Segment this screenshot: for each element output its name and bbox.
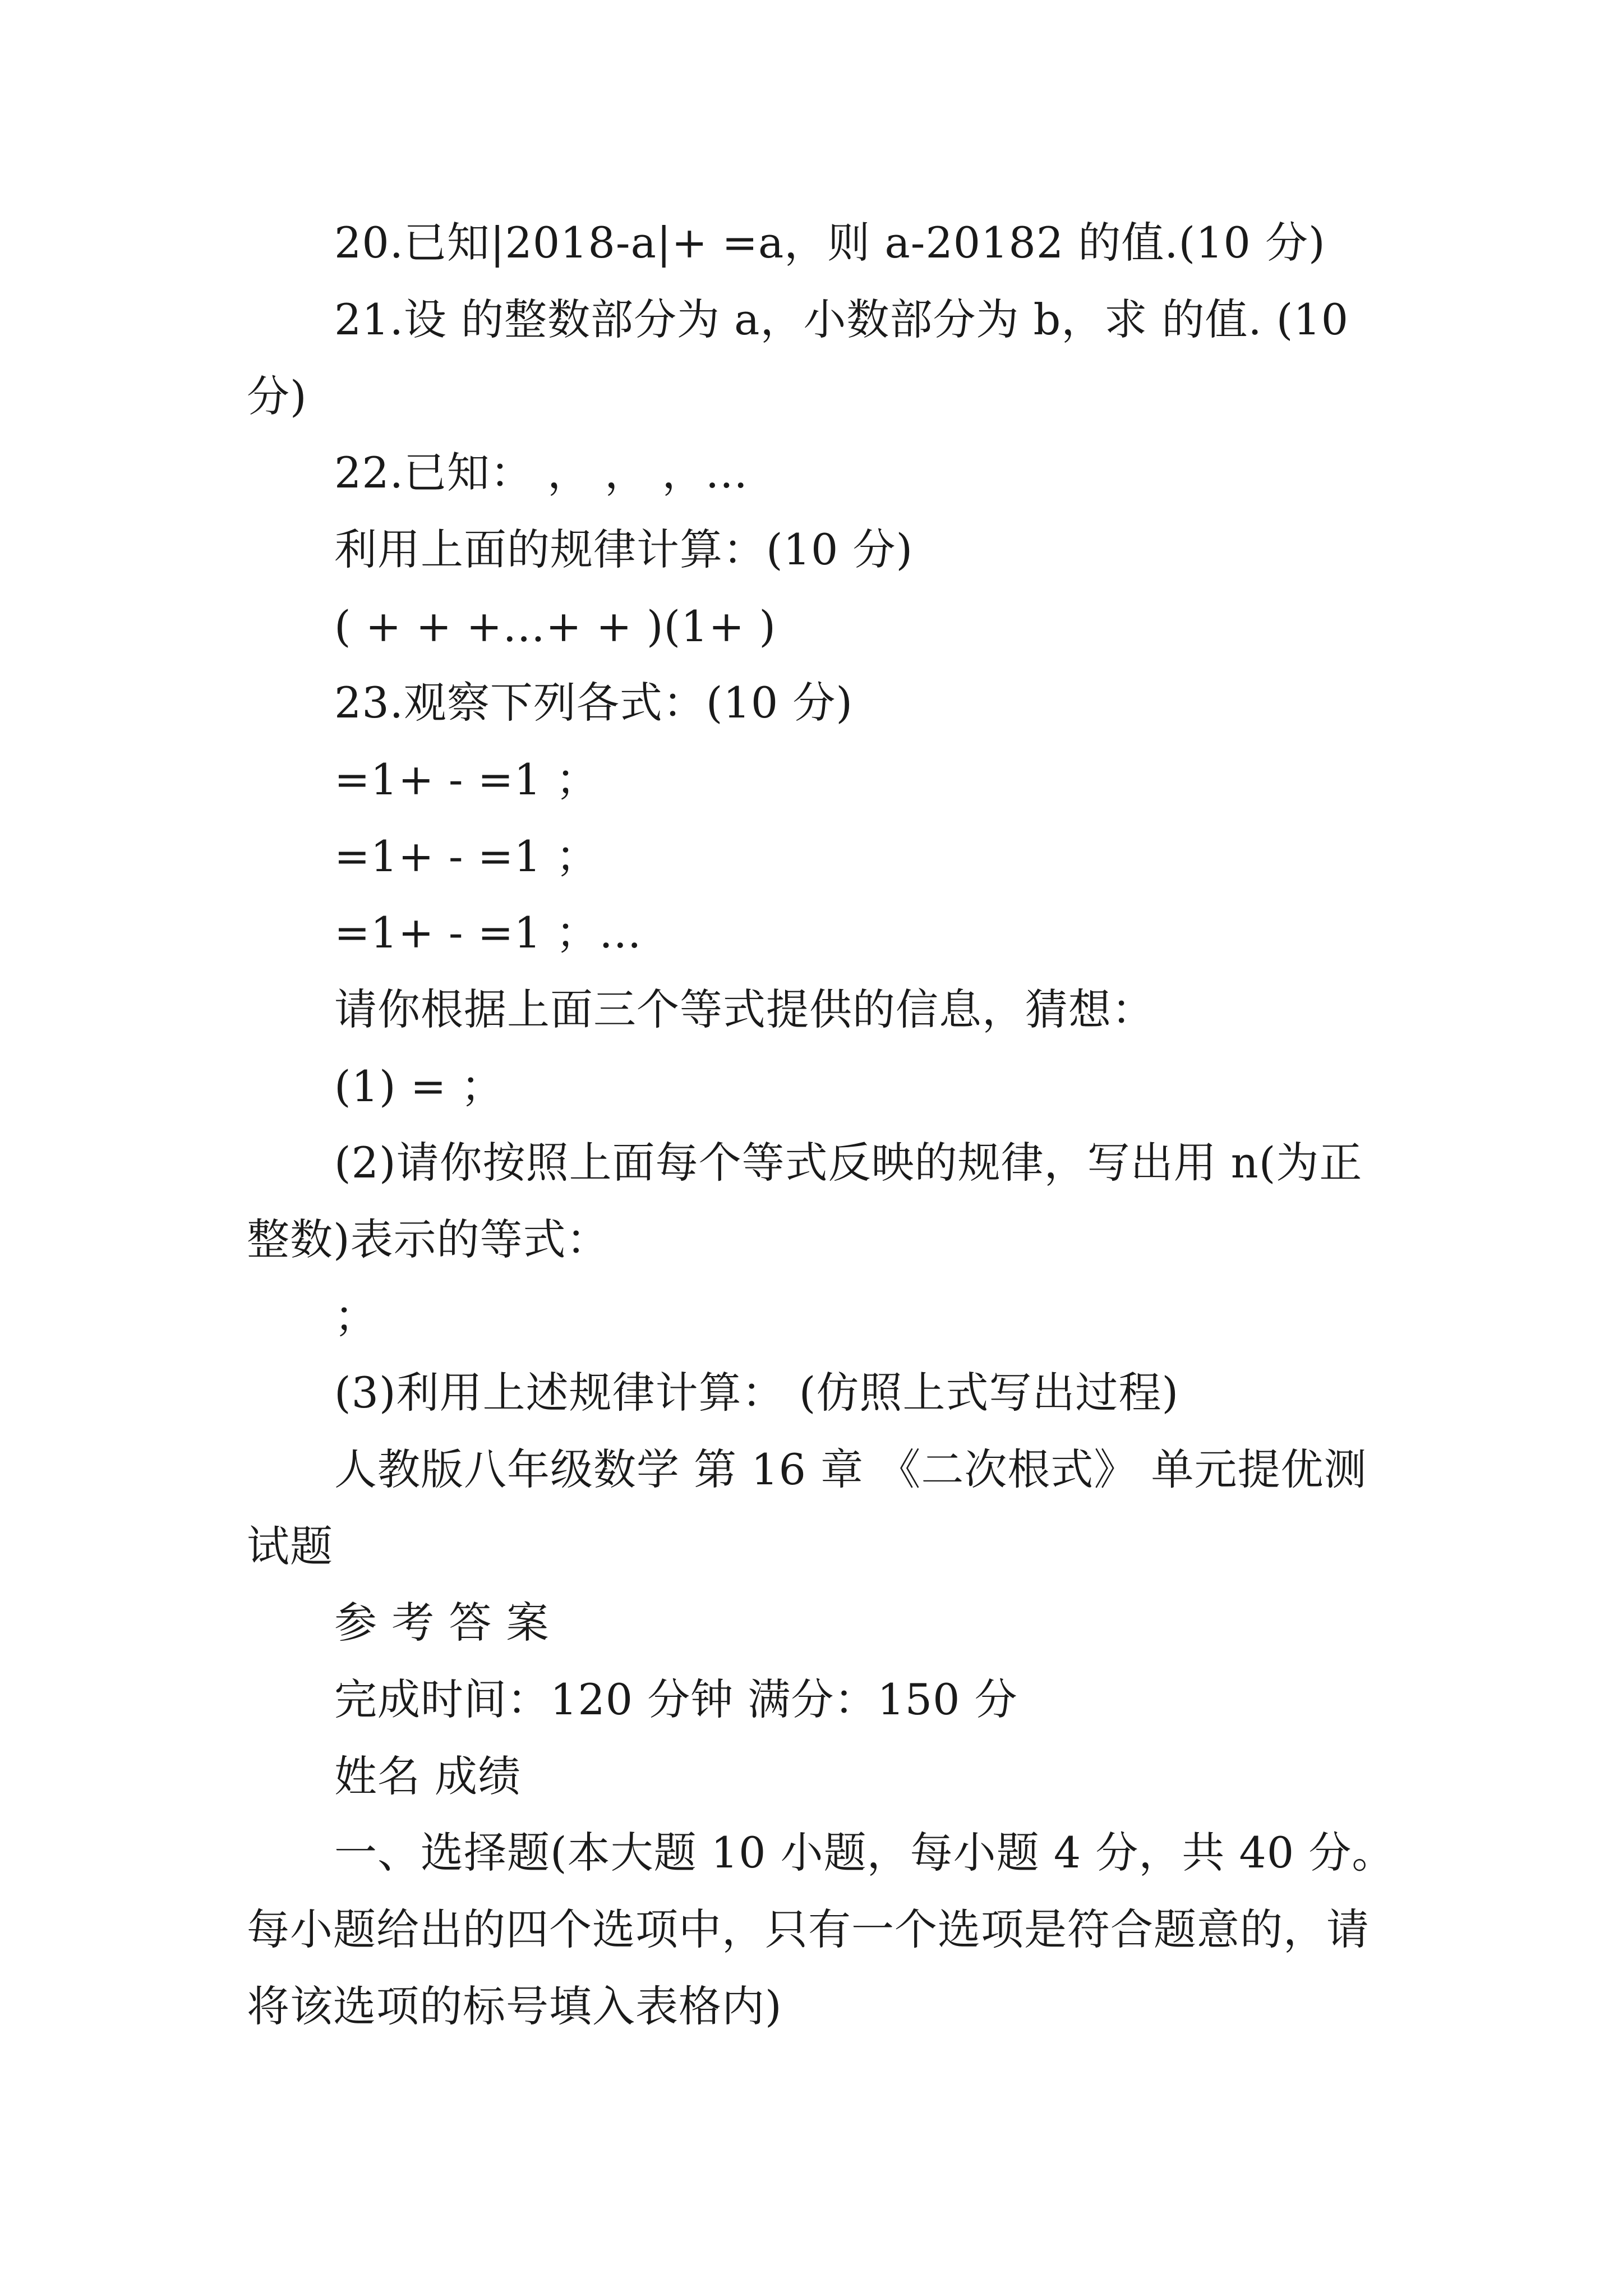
question-22-expression: ( + + +…+ + )(1+ ) (334, 601, 776, 651)
question-21-continued: 分) (247, 371, 307, 421)
name-and-grade: 姓名 成绩 (334, 1751, 522, 1801)
question-21: 21.设 的整数部分为 a，小数部分为 b，求 的值. (10 (334, 295, 1349, 344)
question-22-instruction: 利用上面的规律计算：(10 分) (334, 524, 914, 574)
section-one-heading: 一、选择题(本大题 10 小题，每小题 4 分，共 40 分。 (334, 1828, 1395, 1878)
equation-line: =1+ - =1 ；… (334, 908, 642, 958)
question-23: 23.观察下列各式：(10 分) (334, 678, 854, 728)
answer-key-heading: 参 考 答 案 (334, 1598, 550, 1648)
equation-line: =1+ - =1 ； (334, 754, 599, 804)
section-one-instructions-continued: 将该选项的标号填入表格内) (247, 1981, 782, 2031)
question-20: 20.已知|2018-a|+ =a，则 a-20182 的值.(10 分) (334, 218, 1326, 268)
section-one-instructions: 每小题给出的四个选项中，只有一个选项是符合题意的，请 (247, 1904, 1370, 1954)
exam-time-and-score: 完成时间：120 分钟 满分：150 分 (334, 1674, 1018, 1724)
equation-line: =1+ - =1 ； (334, 831, 599, 881)
question-23-prompt: 请你根据上面三个等式提供的信息，猜想： (334, 984, 1155, 1034)
answer-key-title: 人教版八年级数学 第 16 章 《二次根式》 单元提优测 (334, 1444, 1367, 1494)
question-23-part-2: (2)请你按照上面每个等式反映的规律，写出用 n(为正 (334, 1138, 1363, 1188)
question-23-part-1: (1) = ； (334, 1061, 504, 1111)
answer-key-title-continued: 试题 (247, 1521, 333, 1571)
question-23-part-2-continued: 整数)表示的等式： (247, 1214, 610, 1264)
question-22: 22.已知： ， ， ，… (334, 448, 749, 498)
answer-blank: ； (334, 1291, 377, 1341)
question-23-part-3: (3)利用上述规律计算： (仿照上式写出过程) (334, 1368, 1179, 1418)
